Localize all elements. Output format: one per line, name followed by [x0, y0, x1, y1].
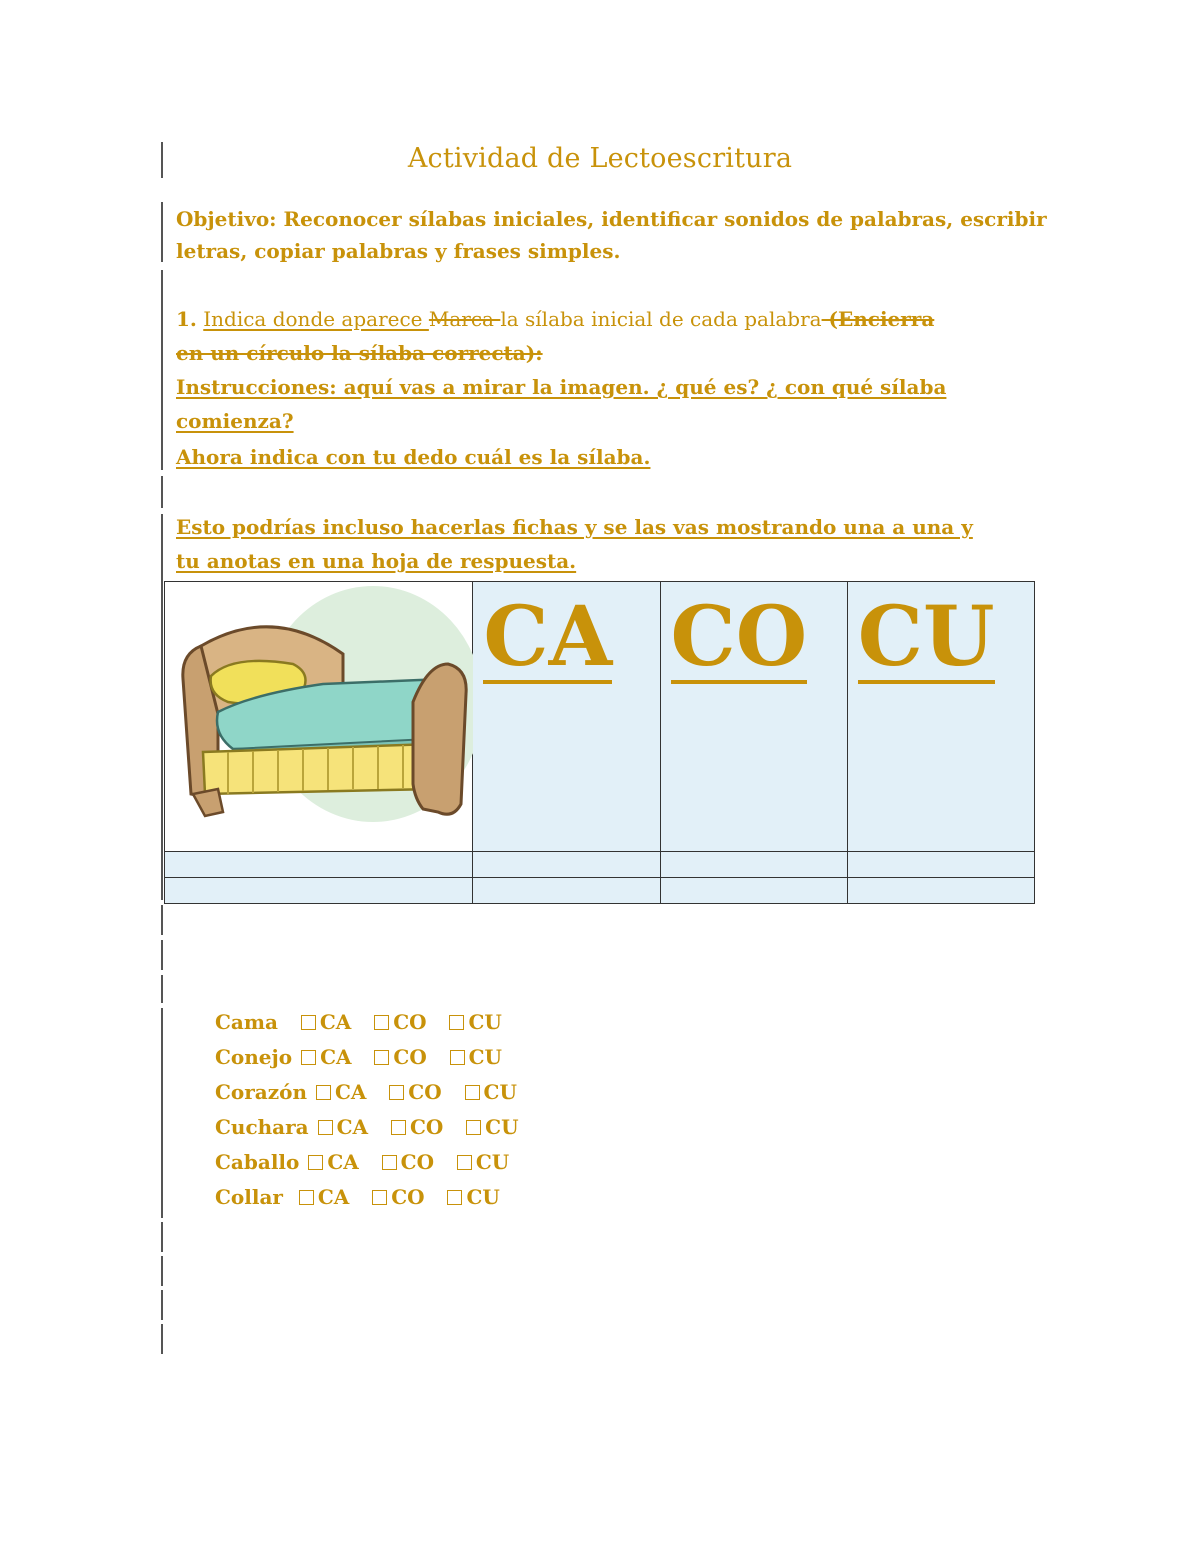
word: Cama: [215, 1010, 278, 1034]
deleted-text: (Encierra: [821, 307, 935, 331]
checkbox[interactable]: [447, 1190, 462, 1205]
note-line-2: tu anotas en una hoja de respuesta.: [176, 549, 577, 573]
empty-cell[interactable]: [847, 878, 1034, 904]
change-bar: [161, 476, 163, 508]
option-label: CU: [485, 1115, 519, 1139]
option-label: CU: [468, 1010, 502, 1034]
objective-line-2: letras, copiar palabras y frases simples.: [176, 239, 621, 263]
option-label: CO: [391, 1185, 425, 1209]
option-label: CU: [468, 1045, 502, 1069]
word: Conejo: [215, 1045, 293, 1069]
change-bar: [161, 514, 163, 580]
bed-icon: [173, 584, 473, 829]
change-bar: [161, 1256, 163, 1286]
empty-cell[interactable]: [473, 852, 660, 878]
task-1-line-2: en un círculo la sílaba correcta):: [176, 341, 543, 365]
checkbox[interactable]: [301, 1015, 316, 1030]
checkbox[interactable]: [457, 1155, 472, 1170]
option-label: CO: [400, 1150, 434, 1174]
empty-cell[interactable]: [165, 852, 473, 878]
option-label: CO: [408, 1080, 442, 1104]
checkbox[interactable]: [449, 1015, 464, 1030]
option-label: CA: [320, 1045, 352, 1069]
inserted-text: Indica donde aparece: [203, 307, 429, 331]
checkbox[interactable]: [372, 1190, 387, 1205]
checkbox[interactable]: [318, 1120, 333, 1135]
list-item: [215, 1040, 519, 1075]
task-text: la sílaba inicial de cada palabra: [500, 307, 822, 331]
checkbox[interactable]: [465, 1085, 480, 1100]
checkbox[interactable]: [389, 1085, 404, 1100]
empty-cell[interactable]: [847, 852, 1034, 878]
option-label: CA: [327, 1150, 359, 1174]
word: Collar: [215, 1185, 283, 1209]
option-label: CA: [334, 1080, 367, 1104]
page-title: Actividad de Lectoescritura: [407, 143, 793, 174]
change-bar: [161, 905, 163, 935]
checkbox[interactable]: [382, 1155, 397, 1170]
empty-cell[interactable]: [473, 878, 660, 904]
image-cell: [165, 582, 473, 852]
syllable-cell-co: [660, 582, 847, 852]
list-item: [215, 1075, 519, 1110]
checkbox[interactable]: [450, 1050, 465, 1065]
change-bar: [161, 1222, 163, 1252]
option-label: CA: [319, 1010, 352, 1034]
checkbox[interactable]: [316, 1085, 331, 1100]
checkbox[interactable]: [301, 1050, 316, 1065]
syllable-cu: CU: [857, 589, 995, 685]
task-1-line-1: [176, 302, 934, 336]
task-number: 1.: [176, 307, 197, 331]
change-bar: [161, 580, 163, 900]
checkbox[interactable]: [466, 1120, 481, 1135]
syllable-cell-ca: [473, 582, 660, 852]
syllable-table: [164, 581, 1035, 904]
instructions-line-3: Ahora indica con tu dedo cuál es la sílaba.: [176, 445, 651, 469]
deleted-text: Marca: [428, 307, 501, 331]
instructions-line-2: comienza?: [176, 409, 294, 433]
list-item: [215, 1145, 519, 1180]
syllable-cell-cu: [847, 582, 1034, 852]
change-bar: [161, 975, 163, 1003]
option-label: CU: [475, 1150, 510, 1174]
checkbox[interactable]: [391, 1120, 406, 1135]
syllable-co: CO: [670, 589, 808, 685]
change-bar: [161, 1324, 163, 1354]
option-label: CO: [393, 1010, 427, 1034]
change-bar: [161, 940, 163, 970]
word: Caballo: [215, 1150, 300, 1174]
word: Corazón: [215, 1080, 307, 1104]
change-bar: [161, 270, 163, 470]
syllable-ca: CA: [483, 589, 613, 685]
checkbox[interactable]: [374, 1050, 389, 1065]
empty-cell[interactable]: [165, 878, 473, 904]
objective-line-1: Objetivo: Reconocer sílabas iniciales, identificar sonidos de palabras, escribir: [176, 207, 1047, 231]
option-label: CA: [317, 1185, 350, 1209]
option-label: CU: [466, 1185, 500, 1209]
word: Cuchara: [215, 1115, 309, 1139]
list-item: [215, 1005, 519, 1040]
list-item: [215, 1110, 519, 1145]
option-label: CO: [409, 1115, 444, 1139]
change-bar: [161, 202, 163, 262]
checkbox[interactable]: [374, 1015, 389, 1030]
checkbox[interactable]: [299, 1190, 314, 1205]
change-bar: [161, 1008, 163, 1218]
empty-cell[interactable]: [660, 878, 847, 904]
option-label: CO: [393, 1045, 427, 1069]
word-list: [215, 1005, 519, 1215]
option-label: CU: [483, 1080, 517, 1104]
option-label: CA: [336, 1115, 369, 1139]
instructions-line-1: Instrucciones: aquí vas a mirar la imagen. ¿ qué es? ¿ con qué sílaba: [176, 375, 947, 399]
checkbox[interactable]: [308, 1155, 323, 1170]
note-line-1: Esto podrías incluso hacerlas fichas y se las vas mostrando una a una y: [176, 515, 973, 539]
change-bar: [161, 1290, 163, 1320]
empty-cell[interactable]: [660, 852, 847, 878]
list-item: [215, 1180, 519, 1215]
